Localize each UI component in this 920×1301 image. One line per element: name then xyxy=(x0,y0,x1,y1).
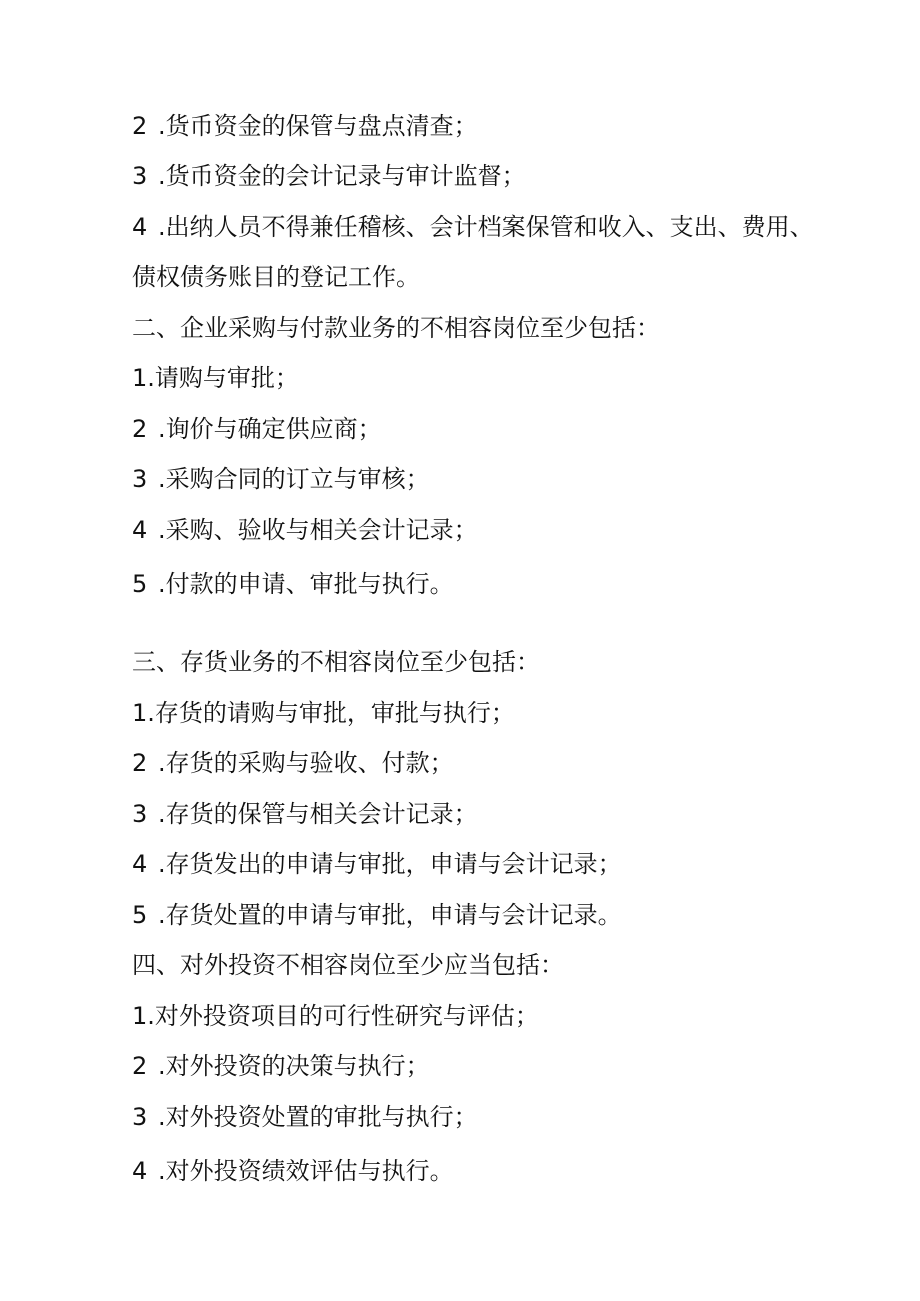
list-item xyxy=(132,1101,478,1133)
item-number: 3 xyxy=(132,465,148,493)
item-number: 2 xyxy=(132,112,148,140)
list-item xyxy=(132,463,430,495)
item-number: 4 xyxy=(132,1157,148,1185)
item-text: .对外投资处置的审批与执行； xyxy=(158,1103,478,1131)
item-text: .对外投资绩效评估与执行。 xyxy=(158,1157,454,1185)
item-number: 5 xyxy=(132,570,148,598)
list-item xyxy=(132,110,478,142)
item-text: .对外投资项目的可行性研究与评估； xyxy=(147,1002,539,1030)
item-number: 3 xyxy=(132,800,148,828)
list-item xyxy=(132,899,622,931)
heading-text: 四、对外投资不相容岗位至少应当包括： xyxy=(132,951,564,979)
item-number: 1 xyxy=(132,699,148,727)
list-item xyxy=(132,848,622,880)
section-heading xyxy=(132,312,660,344)
list-item xyxy=(132,1000,539,1032)
item-text: .询价与确定供应商； xyxy=(158,415,382,443)
item-number: 3 xyxy=(132,1103,148,1131)
item-text: .存货发出的申请与审批，申请与会计记录； xyxy=(158,850,622,878)
item-number: 4 xyxy=(132,850,148,878)
item-number: 2 xyxy=(132,415,148,443)
item-text: .采购合同的订立与审核； xyxy=(158,465,430,493)
item-number: 4 xyxy=(132,516,148,544)
list-item xyxy=(132,514,478,546)
list-item xyxy=(132,1155,454,1187)
list-item xyxy=(132,747,454,779)
list-item xyxy=(132,413,382,445)
item-text: .存货的保管与相关会计记录； xyxy=(158,800,478,828)
item-text: .采购、验收与相关会计记录； xyxy=(158,516,478,544)
item-text: .存货的请购与审批，审批与执行； xyxy=(147,699,515,727)
item-number: 1 xyxy=(132,1002,148,1030)
list-item xyxy=(132,160,526,192)
item-text: .存货的采购与验收、付款； xyxy=(158,749,454,777)
item-text: .对外投资的决策与执行； xyxy=(158,1052,430,1080)
item-number: 1 xyxy=(132,364,148,392)
item-number: 2 xyxy=(132,1052,148,1080)
item-number: 5 xyxy=(132,901,148,929)
item-number: 3 xyxy=(132,162,148,190)
item-number: 4 xyxy=(132,213,148,241)
list-item xyxy=(132,362,299,394)
list-item xyxy=(132,1050,430,1082)
list-item xyxy=(132,568,454,600)
item-text: .货币资金的会计记录与审计监督； xyxy=(158,162,526,190)
list-item xyxy=(132,697,515,729)
item-text: .货币资金的保管与盘点清查； xyxy=(158,112,478,140)
list-item xyxy=(132,211,814,243)
heading-text: 三、存货业务的不相容岗位至少包括： xyxy=(132,648,540,676)
item-number: 2 xyxy=(132,749,148,777)
item-text: .请购与审批； xyxy=(147,364,299,392)
heading-text: 二、企业采购与付款业务的不相容岗位至少包括： xyxy=(132,314,660,342)
section-heading xyxy=(132,646,540,678)
item-text: 债权债务账目的登记工作。 xyxy=(132,263,420,291)
item-text: .存货处置的申请与审批，申请与会计记录。 xyxy=(158,901,622,929)
section-heading xyxy=(132,949,564,981)
paragraph-continuation xyxy=(132,261,420,293)
item-text: .付款的申请、审批与执行。 xyxy=(158,570,454,598)
list-item xyxy=(132,798,478,830)
item-text: .出纳人员不得兼任稽核、会计档案保管和收入、支出、费用、 xyxy=(158,213,814,241)
